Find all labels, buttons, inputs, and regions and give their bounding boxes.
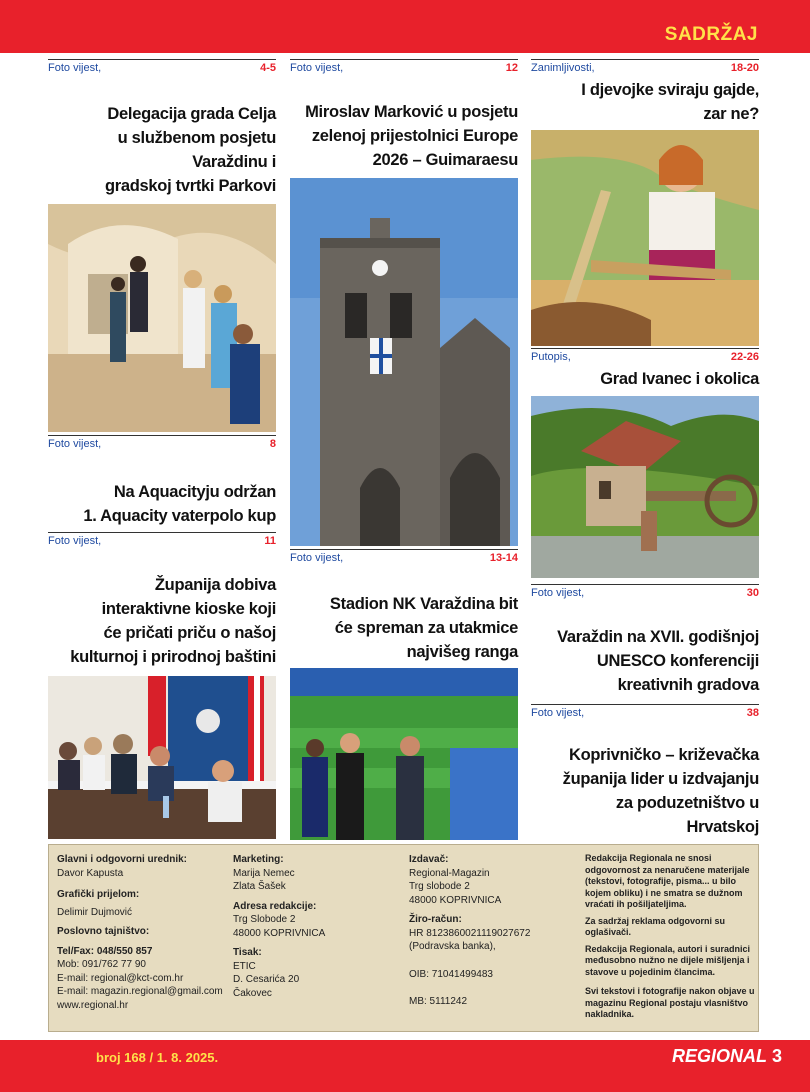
article-title: Varaždin na XVII. godišnjoj UNESCO konferenciji kreativnih gradova: [557, 628, 759, 694]
article-title: Na Aquacityju održan 1. Aquacity vaterpolo kup: [83, 483, 276, 525]
website-link[interactable]: www.regional.hr: [57, 999, 129, 1011]
imprint-col-disclaimer: Redakcija Regionala ne snosi odgovornost za nenaručene materijale (tekstovi, fotografije, pisma... u bilo kojem obliku) i ne smatra se dužnom vraćati ih pošiljateljima. Za sadržaj reklama odgovorni su oglašivači. Redakcija Regionala, autori i suradnici međusobno nužno ne dijele mišljenja i stavove u pojedinim člancima. Svi tekstovi i fotografije nakon objave u magazinu Regional postaju vlasništvo nakladnika.: [585, 853, 755, 1019]
page-number: 11: [264, 535, 276, 547]
imprint-col-publisher: Izdavač: Regional-Magazin Trg slobode 2 48000 KOPRIVNICA Žiro-račun: HR 8123860021119027672 (Podravska banka), OIB: 71041499483 MB: 5111242: [409, 854, 531, 1007]
page-number: 8: [269, 438, 276, 450]
imprint-col-marketing: Marketing: Marija Nemec Zlata Šašek Adresa redakcije: Trg Slobode 2 48000 KOPRIVNICA Tisak: ETIC D. Cesarića 20 Čakovec: [233, 854, 326, 999]
article-title: Stadion NK Varaždina bit će spreman za utakmice najvišeg ranga: [329, 595, 518, 661]
category-label: Foto vijest,: [531, 587, 585, 599]
page-number: 12: [505, 62, 518, 74]
article-a8[interactable]: [531, 584, 759, 697]
page-number-footer: 3: [772, 1046, 783, 1066]
photo-varazdin-stadium: [290, 668, 518, 840]
photo-girl-bagpipes: [531, 130, 759, 346]
section-title: SADRŽAJ: [664, 24, 758, 45]
photo-celje-delegation: [48, 204, 276, 432]
category-label: Foto vijest,: [48, 438, 102, 450]
article-title: I djevojke sviraju gajde, zar ne?: [581, 81, 759, 123]
photo-county-kiosks: [48, 676, 276, 839]
category-label: Foto vijest,: [290, 552, 344, 564]
article-title: Grad Ivanec i okolica: [600, 370, 759, 388]
article-a1[interactable]: [48, 59, 276, 198]
article-a5[interactable]: [290, 549, 518, 664]
email-link[interactable]: E-mail: magazin.regional@gmail.com: [57, 986, 223, 997]
article-a7[interactable]: [531, 348, 759, 391]
photo-ivanec-mill: [531, 396, 759, 578]
article-title: Koprivničko – križevačka županija lider u izdvajanju za poduzetništvo u Hrvatskoj: [562, 746, 759, 836]
article-title: Delegacija grada Celja u službenom posjetu Varaždinu i gradskoj tvrtki Parkovi: [104, 105, 276, 195]
page-number: 38: [746, 707, 759, 719]
imprint-col-editorial: Glavni i odgovorni urednik: Davor Kapusta Grafički prijelom: Delimir Dujmović Poslovno tajništvo: Tel/Fax: 048/550 857 Mob: 091/762 77 90 E-mail: regional@kct-com.hr E-mail: magazin.regional@gmail.com www.regional.hr: [57, 853, 227, 1012]
brand-logo: REGIONAL: [672, 1046, 768, 1066]
category-label: Foto vijest,: [290, 62, 344, 74]
page-number: 4-5: [260, 62, 276, 74]
category-label: Putopis,: [531, 351, 571, 363]
article-title: Županija dobiva interaktivne kioske koji će pričati priču o našoj kulturnoj i prirodnoj baštini: [70, 576, 276, 666]
article-a3[interactable]: [48, 532, 276, 669]
category-label: Zanimljivosti,: [531, 62, 595, 74]
issue-info: broj 168 / 1. 8. 2025.: [96, 1050, 219, 1065]
imprint-box: [48, 844, 759, 1032]
category-label: Foto vijest,: [531, 707, 585, 719]
page-number: 22-26: [730, 351, 759, 363]
page-number: 18-20: [730, 62, 759, 74]
article-a2[interactable]: [48, 435, 276, 528]
article-title: Miroslav Marković u posjetu zelenoj prijestolnici Europe 2026 – Guimaraesu: [305, 103, 518, 169]
article-a6[interactable]: [531, 59, 759, 126]
article-a9[interactable]: [531, 704, 759, 839]
email-link[interactable]: E-mail: regional@kct-com.hr: [57, 972, 184, 984]
category-label: Foto vijest,: [48, 62, 102, 74]
page-number: 30: [746, 587, 759, 599]
category-label: Foto vijest,: [48, 535, 102, 547]
article-a4[interactable]: [290, 59, 518, 172]
photo-guimaraes-church: [290, 178, 518, 546]
page-number: 13-14: [489, 552, 518, 564]
